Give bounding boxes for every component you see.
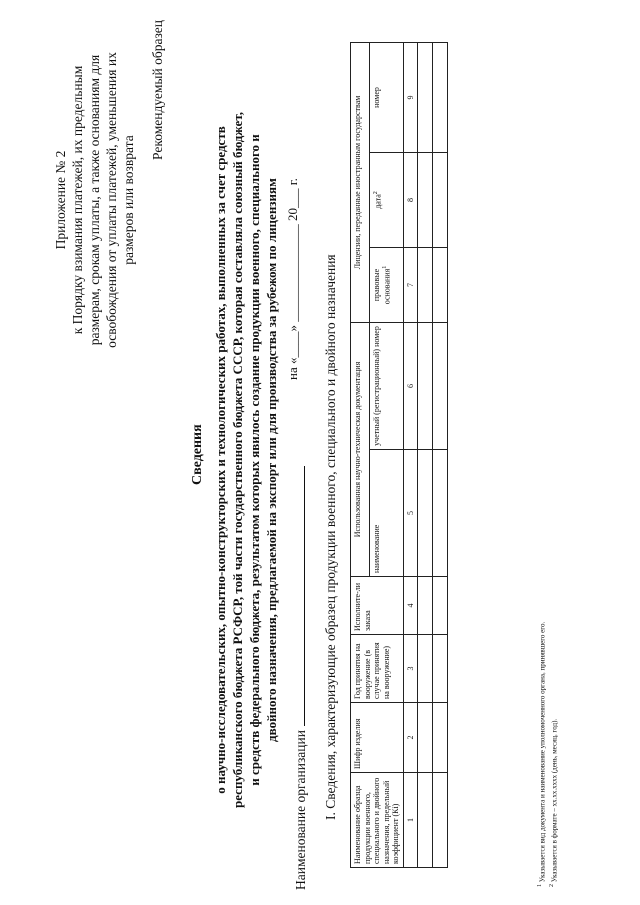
appendix-line: размерам, срокам уплаты, а также основаниям для — [87, 54, 102, 346]
organization-name-blank[interactable] — [292, 466, 305, 726]
table-cell[interactable] — [418, 703, 433, 773]
column-number: 4 — [403, 577, 418, 635]
table-row — [418, 42, 433, 867]
document-heading: Сведения — [190, 424, 205, 485]
header-doc-number: учетный (регистрационный) номер — [369, 322, 403, 449]
column-number: 6 — [403, 322, 418, 449]
table-cell[interactable] — [418, 42, 433, 152]
header-doc-name: наименование — [369, 450, 403, 577]
table-cell[interactable] — [433, 247, 448, 322]
footnotes — [535, 287, 560, 887]
organization-label: Наименование организации — [293, 730, 308, 890]
table-cell[interactable] — [418, 773, 433, 868]
column-number: 3 — [403, 635, 418, 703]
header-legal-basis: правовые основания$^1$ — [369, 247, 403, 322]
column-number: 8 — [403, 152, 418, 247]
appendix-header — [52, 5, 137, 395]
header-license-number: номер — [369, 42, 403, 152]
column-number: 9 — [403, 42, 418, 152]
footnote: $^2$ Указывается в формате – хх.хх.хххх (день, месяц, год). — [549, 718, 559, 887]
subject-line: республиканского бюджета РСФСР, той части государственного бюджета СССР, которая составляла союзный бюджет, — [230, 112, 245, 808]
header-contractors: Исполните-ли заказа — [351, 577, 404, 635]
table-cell[interactable] — [418, 247, 433, 322]
table-cell[interactable] — [433, 773, 448, 868]
column-number: 1 — [403, 773, 418, 868]
header-item-code: Шифр изделия — [351, 703, 404, 773]
footnote: $^1$ Указывается вид документа и наименование уполномоченного органа, принявшего его. — [537, 621, 547, 887]
recommended-sample-label: Рекомендуемый образец — [150, 19, 165, 160]
section-title: I. Сведения, характеризующие образец продукции военного, специального и двойного назначения — [323, 254, 338, 820]
sample-info-table — [350, 42, 448, 868]
header-group-licenses: Лицензии, переданные иностранным государствам — [351, 42, 370, 322]
header-sample-name: Наименование образца продукции военного, специального и двойного назначения, предельный коэффициент (Кi) — [351, 773, 404, 868]
table-row — [433, 42, 448, 867]
date-line: на «____» _______________ 20___ г. — [285, 178, 300, 380]
table-cell[interactable] — [418, 577, 433, 635]
subject-line: о научно-исследовательских, опытно-конструкторских и технологических работах, выполненных за счет средств — [213, 126, 228, 794]
table-cell[interactable] — [418, 635, 433, 703]
table-cell[interactable] — [433, 322, 448, 449]
header-group-documentation: Использованная научно-техническая документация — [351, 322, 370, 576]
table-cell[interactable] — [433, 450, 448, 577]
appendix-line: размеров или возврата — [121, 135, 136, 265]
table-cell[interactable] — [418, 322, 433, 449]
column-number: 7 — [403, 247, 418, 322]
column-number: 5 — [403, 450, 418, 577]
document-subject — [212, 55, 280, 865]
table-cell[interactable] — [433, 152, 448, 247]
subject-line: и средств федерального бюджета, результатом которых явилось создание продукции военного, специального и — [247, 134, 262, 786]
appendix-title: Приложение № 2 — [53, 150, 68, 250]
table-cell[interactable] — [433, 703, 448, 773]
subject-line: двойного назначения, предлагаемой на экспорт или для производства за рубежом по лицензиям — [264, 178, 279, 742]
header-adoption-year: Год принятия на вооружение (в случае принятия на вооружение) — [351, 635, 404, 703]
column-numbers-row — [403, 42, 418, 867]
appendix-line: освобождения от уплаты платежей, уменьшения их — [104, 52, 119, 348]
table-cell[interactable] — [418, 450, 433, 577]
organization-name-line — [292, 466, 309, 890]
header-license-date: дата$^2$ — [369, 152, 403, 247]
appendix-line: к Порядку взимания платежей, их предельным — [70, 65, 85, 335]
table-cell[interactable] — [433, 635, 448, 703]
table-cell[interactable] — [433, 577, 448, 635]
column-number: 2 — [403, 703, 418, 773]
table-cell[interactable] — [433, 42, 448, 152]
table-cell[interactable] — [418, 152, 433, 247]
